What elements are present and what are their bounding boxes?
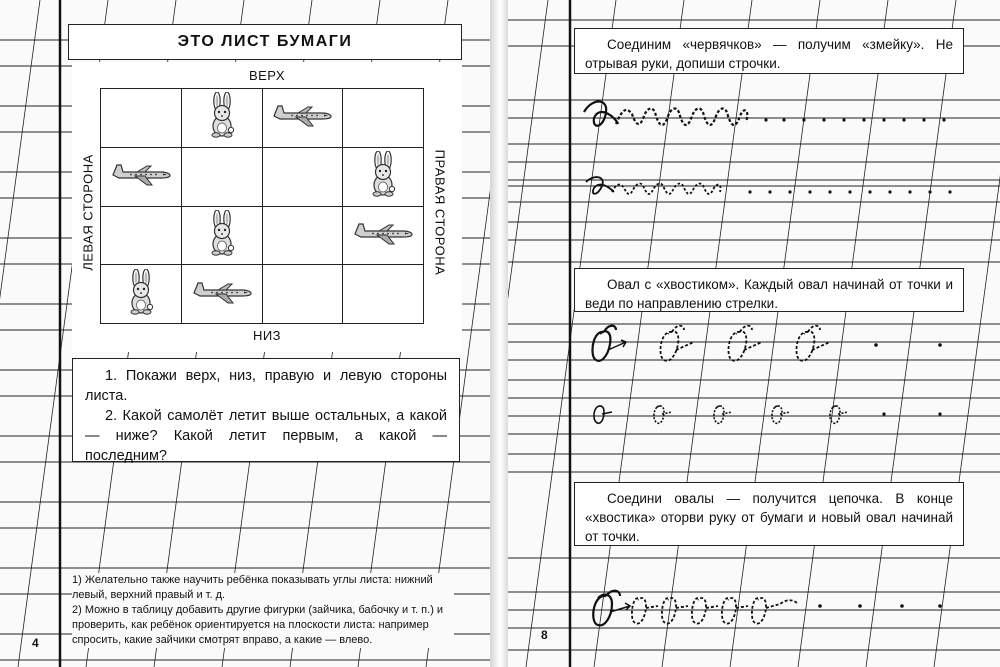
oval-tail-row-large xyxy=(592,326,830,361)
paper-sheet-diagram xyxy=(72,62,462,352)
rabbit-icon xyxy=(205,92,239,143)
grid-row xyxy=(101,147,424,206)
book-gutter xyxy=(490,0,508,667)
oval-tail-row-small xyxy=(594,406,848,423)
grid-cell xyxy=(101,89,182,148)
instruction-1-text: Соединим «червячков» — получим «змейку». Не отрывая руки, допиши строчки. xyxy=(585,37,953,71)
task-2-text: 2. Какой самолёт летит выше остальных, а какой — ниже? Какой летит первым, а какой — последним? xyxy=(85,408,447,464)
grid-row xyxy=(101,89,424,148)
grid-cell xyxy=(343,89,424,148)
grid-cell xyxy=(181,89,262,148)
task-1-text: 1. Покажи верх, низ, правую и левую стороны листа. xyxy=(85,368,447,404)
grid-cell xyxy=(343,265,424,324)
page-number-left: 4 xyxy=(32,636,39,650)
oval-chain-row xyxy=(593,591,798,626)
airplane-icon xyxy=(272,102,332,133)
rabbit-icon xyxy=(124,269,158,320)
label-left-side: ЛЕВАЯ СТОРОНА xyxy=(80,154,96,271)
grid-cell xyxy=(101,265,182,324)
label-bottom: НИЗ xyxy=(252,328,282,343)
dots-row-3 xyxy=(874,343,942,347)
rabbit-icon xyxy=(205,210,239,261)
label-top: ВЕРХ xyxy=(248,68,286,83)
dots-row-5 xyxy=(818,604,942,608)
grid-cell xyxy=(101,147,182,206)
right-page xyxy=(508,0,1000,667)
grid-cell xyxy=(181,206,262,265)
label-right-side: ПРАВАЯ СТОРОНА xyxy=(432,149,448,276)
snake-row-large xyxy=(584,102,747,126)
dots-row-1 xyxy=(764,118,945,121)
dots-row-4 xyxy=(882,412,941,415)
grid-cell xyxy=(181,147,262,206)
grid-cell xyxy=(343,147,424,206)
instruction-box-3 xyxy=(574,482,964,546)
grid-cell xyxy=(262,265,343,324)
footnote-2: 2) Можно в таблицу добавить другие фигурки (зайчика, бабочку и т. п.) и проверить, как ребёнок ориентируется на плоскости листа: например спросить, какие зайчики смотрят вправо, а какие — влево. xyxy=(72,604,444,646)
task-box xyxy=(72,358,460,462)
grid-cell xyxy=(262,147,343,206)
footnotes xyxy=(72,573,454,648)
page-number-right: 8 xyxy=(541,628,548,642)
airplane-icon xyxy=(192,279,252,310)
instruction-3-text: Соедини овалы — получится цепочка. В конце «хвостика» оторви руку от бумаги и новый овал начинай от точки. xyxy=(585,491,953,544)
position-grid xyxy=(100,88,424,324)
grid-row xyxy=(101,206,424,265)
rabbit-icon xyxy=(366,151,400,202)
instruction-2-text: Овал с «хвостиком». Каждый овал начинай от точки и веди по направлению стрелки. xyxy=(585,277,953,311)
grid-row xyxy=(101,265,424,324)
grid-cell xyxy=(101,206,182,265)
page-title: ЭТО ЛИСТ БУМАГИ xyxy=(68,24,462,60)
dots-row-2 xyxy=(748,190,951,193)
instruction-box-1 xyxy=(574,28,964,74)
instruction-box-2 xyxy=(574,268,964,312)
footnote-1: 1) Желательно также научить ребёнка показывать углы листа: нижний левый, верхний правый и т. д. xyxy=(72,574,433,601)
airplane-icon xyxy=(111,161,171,192)
grid-cell xyxy=(262,206,343,265)
grid-cell xyxy=(262,89,343,148)
airplane-icon xyxy=(353,220,413,251)
grid-cell xyxy=(181,265,262,324)
ruled-lines-right xyxy=(508,0,1000,667)
grid-cell xyxy=(343,206,424,265)
left-page xyxy=(0,0,490,667)
